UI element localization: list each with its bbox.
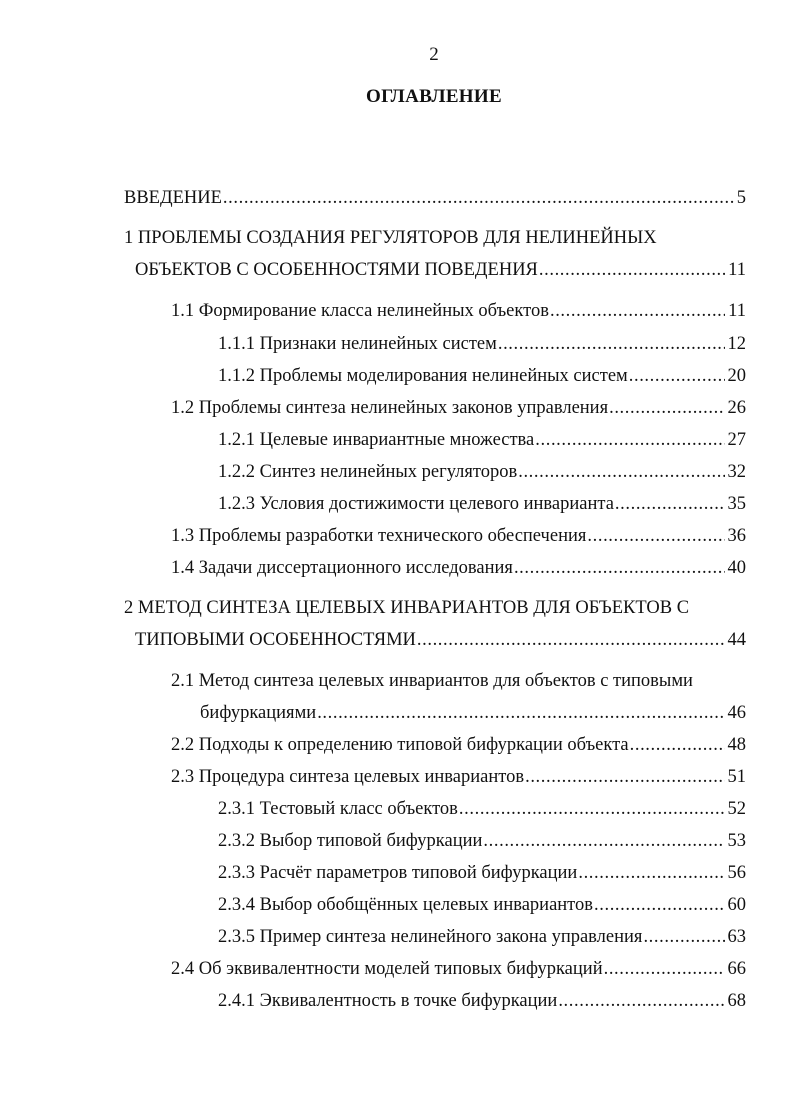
toc-entry-page: 36 xyxy=(727,526,746,546)
toc-entry-label: 1.2.3 Условия достижимости целевого инварианта xyxy=(218,494,614,514)
toc-entry-page: 46 xyxy=(727,703,746,723)
toc-subsection-2-3-3[interactable] xyxy=(218,863,746,889)
toc-subsection-2-3-1[interactable] xyxy=(218,799,746,825)
toc-entry-label: 1.4 Задачи диссертационного исследования xyxy=(171,558,513,578)
dot-leader xyxy=(518,462,724,483)
dot-leader xyxy=(578,863,724,884)
dot-leader xyxy=(604,959,725,980)
toc-entry-page: 12 xyxy=(727,334,746,354)
dot-leader xyxy=(483,831,724,852)
toc-entry-label: 1.1 Формирование класса нелинейных объектов xyxy=(171,301,549,321)
dot-leader xyxy=(630,735,725,756)
toc-entry-label: ТИПОВЫМИ ОСОБЕННОСТЯМИ xyxy=(135,630,416,650)
toc-entry-label: 2.4 Об эквивалентности моделей типовых бифуркаций xyxy=(171,959,603,979)
toc-entry-label: 1.3 Проблемы разработки технического обеспечения xyxy=(171,526,587,546)
toc-entry-page: 63 xyxy=(727,927,746,947)
toc-entry-label: 2.3.3 Расчёт параметров типовой бифуркации xyxy=(218,863,578,883)
toc-entry-label: 2.3.2 Выбор типовой бифуркации xyxy=(218,831,483,851)
toc-subsection-1-1-2[interactable] xyxy=(218,366,746,392)
toc-entry-label: 2.3.1 Тестовый класс объектов xyxy=(218,799,458,819)
toc-chapter-2[interactable] xyxy=(135,630,746,656)
toc-entry-page: 11 xyxy=(728,260,746,280)
toc-entry-label: ВВЕДЕНИЕ xyxy=(124,188,222,208)
toc-entry-page: 20 xyxy=(727,366,746,386)
toc-subsection-1-1-1[interactable] xyxy=(218,334,746,360)
toc-entry-page: 60 xyxy=(727,895,746,915)
toc-entry-page: 35 xyxy=(727,494,746,514)
page-number: 2 xyxy=(429,44,439,65)
toc-entry-page: 68 xyxy=(727,991,746,1011)
toc-entry-page: 40 xyxy=(727,558,746,578)
dot-leader xyxy=(417,630,725,651)
dot-leader xyxy=(558,991,724,1012)
toc-entry-label: 1.2.2 Синтез нелинейных регуляторов xyxy=(218,462,518,482)
dot-leader xyxy=(609,398,724,419)
toc-section-1-4[interactable] xyxy=(171,558,746,584)
dot-leader xyxy=(535,430,724,451)
dot-leader xyxy=(498,334,725,355)
toc-entry-page: 11 xyxy=(728,301,746,321)
toc-section-2-3[interactable] xyxy=(171,767,746,793)
toc-entry-page: 26 xyxy=(727,398,746,418)
dot-leader xyxy=(643,927,724,948)
toc-entry-label: 1.1.1 Признаки нелинейных систем xyxy=(218,334,497,354)
toc-entry-label: 2.3.4 Выбор обобщённых целевых инвариантов xyxy=(218,895,594,915)
toc-subsection-2-3-4[interactable] xyxy=(218,895,746,921)
toc-section-1-3[interactable] xyxy=(171,526,746,552)
toc-entry-label: 1.2.1 Целевые инвариантные множества xyxy=(218,430,535,450)
toc-section-2-1-line-1[interactable]: 2.1 Метод синтеза целевых инвариантов для объектов с типовыми xyxy=(171,671,693,691)
dot-leader xyxy=(550,301,725,322)
dot-leader xyxy=(459,799,725,820)
dot-leader xyxy=(615,494,725,515)
toc-subsection-1-2-3[interactable] xyxy=(218,494,746,520)
toc-subsection-2-3-2[interactable] xyxy=(218,831,746,857)
toc-entry-label: ОБЪЕКТОВ С ОСОБЕННОСТЯМИ ПОВЕДЕНИЯ xyxy=(135,260,538,280)
toc-section-2-4[interactable] xyxy=(171,959,746,985)
toc-entry-page: 53 xyxy=(727,831,746,851)
dot-leader xyxy=(223,188,734,209)
toc-entry-label: 1.1.2 Проблемы моделирования нелинейных систем xyxy=(218,366,628,386)
dot-leader xyxy=(629,366,725,387)
toc-entry-page: 51 xyxy=(727,767,746,787)
toc-section-2-1[interactable] xyxy=(200,703,746,729)
toc-entry-page: 32 xyxy=(727,462,746,482)
toc-entry-page: 52 xyxy=(727,799,746,819)
toc-entry-introduction[interactable] xyxy=(124,188,746,214)
toc-entry-page: 48 xyxy=(727,735,746,755)
toc-entry-page: 56 xyxy=(727,863,746,883)
dot-leader xyxy=(317,703,724,724)
toc-chapter-1[interactable] xyxy=(135,260,746,286)
dot-leader xyxy=(587,526,724,547)
toc-section-1-1[interactable] xyxy=(171,301,746,327)
toc-chapter-2-line-1[interactable]: 2 МЕТОД СИНТЕЗА ЦЕЛЕВЫХ ИНВАРИАНТОВ ДЛЯ ОБЪЕКТОВ С xyxy=(124,598,690,618)
toc-section-1-2[interactable] xyxy=(171,398,746,424)
dot-leader xyxy=(594,895,724,916)
dot-leader xyxy=(514,558,725,579)
toc-entry-page: 5 xyxy=(736,188,746,208)
toc-subsection-1-2-2[interactable] xyxy=(218,462,746,488)
toc-entry-label: 2.3 Процедура синтеза целевых инвариантов xyxy=(171,767,525,787)
dot-leader xyxy=(539,260,725,281)
toc-subsection-2-4-1[interactable] xyxy=(218,991,746,1017)
toc-entry-label: 2.3.5 Пример синтеза нелинейного закона управления xyxy=(218,927,643,947)
toc-section-2-2[interactable] xyxy=(171,735,746,761)
toc-entry-label: бифуркациями xyxy=(200,703,317,723)
toc-entry-label: 2.4.1 Эквивалентность в точке бифуркации xyxy=(218,991,558,1011)
dot-leader xyxy=(525,767,724,788)
toc-entry-page: 27 xyxy=(727,430,746,450)
toc-chapter-1-line-1[interactable]: 1 ПРОБЛЕМЫ СОЗДАНИЯ РЕГУЛЯТОРОВ ДЛЯ НЕЛИНЕЙНЫХ xyxy=(124,228,657,248)
toc-entry-label: 1.2 Проблемы синтеза нелинейных законов управления xyxy=(171,398,609,418)
toc-entry-label: 2.2 Подходы к определению типовой бифуркации объекта xyxy=(171,735,629,755)
toc-subsection-2-3-5[interactable] xyxy=(218,927,746,953)
page-title: ОГЛАВЛЕНИЕ xyxy=(366,86,502,107)
toc-entry-page: 44 xyxy=(727,630,746,650)
toc-subsection-1-2-1[interactable] xyxy=(218,430,746,456)
toc-entry-page: 66 xyxy=(727,959,746,979)
